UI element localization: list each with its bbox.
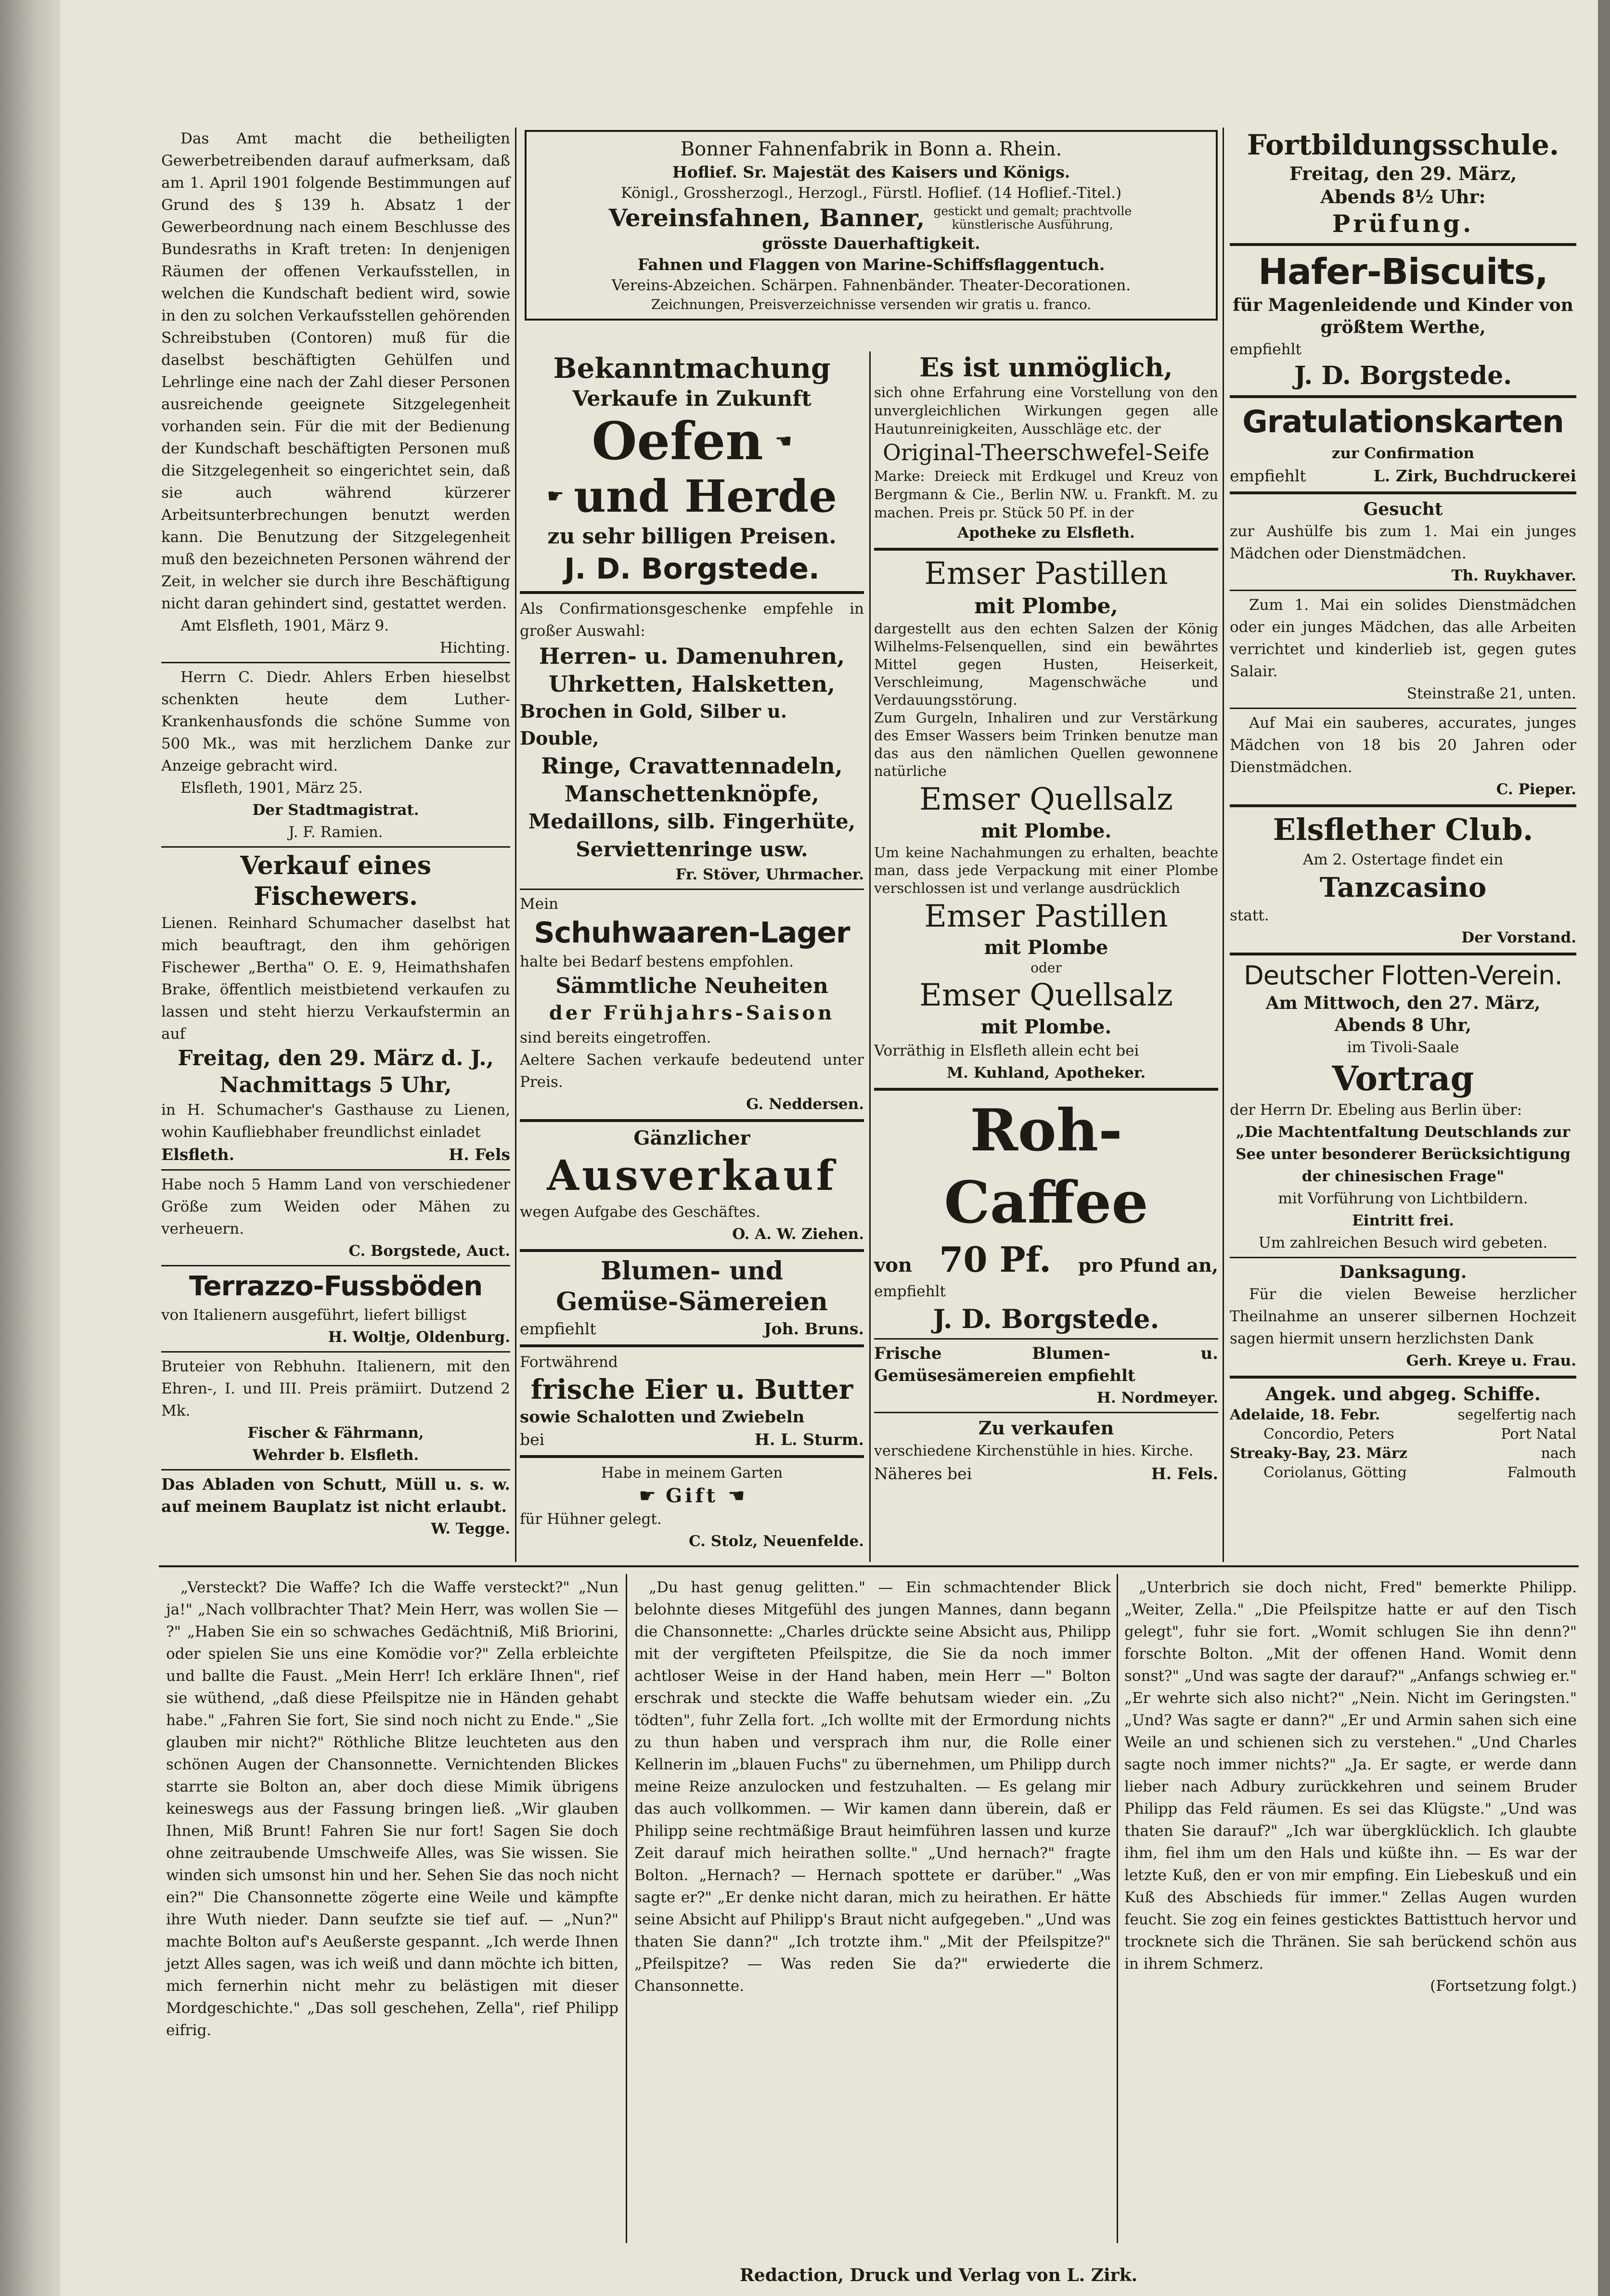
nordmeyer-text: Frische Blumen- u. Gemüsesämereien empfiehlt — [874, 1344, 1218, 1385]
blumen-signature — [520, 1317, 864, 1341]
flotten-date: Am Mittwoch, den 27. März, — [1265, 993, 1541, 1013]
eier-signature — [520, 1428, 864, 1451]
stoever-item-6: Medaillons, silb. Fingerhüte, — [528, 810, 856, 833]
schiffe-table — [1230, 1406, 1576, 1483]
page-binding — [0, 0, 60, 2296]
eier-bei: bei — [520, 1430, 545, 1449]
stoever-item-4: Ringe, Cravattennadeln, — [541, 753, 843, 779]
divider — [520, 591, 864, 594]
amt-signature: Hichting. — [439, 639, 510, 657]
emser-sub-3: mit Plombe — [984, 936, 1108, 959]
flotten-topic: „Die Machtentfaltung Deutschlands zur See unter besonderer Berücksichtigung der chinesischen Frage" — [1236, 1123, 1571, 1185]
schiffe-row — [1230, 1463, 1576, 1483]
eier-sig-name: H. L. Sturm. — [754, 1430, 864, 1449]
oefen-signature: J. D. Borgstede. — [564, 552, 820, 586]
fischewer-date: Freitag, den 29. März d. J., — [178, 1046, 494, 1071]
gratulation-heading: Gratulationskarten — [1242, 404, 1564, 440]
blumen-sig-name: Joh. Bruns. — [764, 1319, 864, 1338]
page-edge — [1598, 0, 1610, 2296]
unmoeglich-heading: Es ist unmöglich, — [919, 352, 1173, 383]
divider — [520, 1119, 864, 1122]
column-rule — [869, 351, 871, 1562]
divider — [874, 1338, 1218, 1340]
divider — [520, 1344, 864, 1347]
stoever-item-1: Herren- u. Damenuhren, — [539, 643, 845, 669]
kirchenstuehle-text: verschiedene Kirchenstühle in hies. Kirche. — [874, 1443, 1194, 1459]
fischewer-sig-name: H. Fels — [449, 1145, 510, 1164]
bruteier-signature: Fischer & Fährmann, — [247, 1424, 424, 1442]
schuh-text-2: sind bereits eingetroffen. — [520, 1029, 711, 1046]
divider — [520, 1455, 864, 1458]
story-text-3: „Unterbrich sie doch nicht, Fred" bemerkte Philipp. „Weiter, Zella." „Die Pfeilspitze hatte er auf den Tisch gelegt", fuhr sie fort. „Womit schlugen Sie ihn denn?" forschte Bolton. „Mit der offenen Hand. Womit denn sonst?" „Und was sagte der darauf?" „Anfangs schwieg er." „Er wehrte sich also nicht?" „Nein. Nicht im Geringsten." „Und? Was sagte er dann?" „Er und Armin sahen sich eine Weile an und schienen sich zu verstehen." „Und Charles sagte noch immer nichts?" „Ja. Er sagte, er werde dann lieber nach Adbury zurückkehren und seinem Bruder Philipp das Feld räumen. Es sei das Klügste." „Und was thaten Sie darauf?" „Ich war übergklücklich. Ich glaubte ihm, fiel ihm um den Hals und küßte ihn. — Es war der letzte Kuß, den er von mir empfing. Ein Liebeskuß und ein Kuß des Abschieds für immer." Zellas Augen wurden feucht. Sie zog ein feines gesticktes Battisttuch hervor und trocknete sich die Thränen. Sie sah berückend schön aus in ihrem Schmerz. — [1124, 1579, 1577, 1973]
divider — [161, 846, 510, 848]
divider — [874, 548, 1218, 551]
flotten-vortrag: Vortrag — [1332, 1058, 1474, 1098]
divider — [520, 889, 864, 890]
oefen-subheading: Verkaufe in Zukunft — [572, 387, 811, 411]
section-rule — [159, 1565, 1579, 1567]
dank-text: Für die vielen Beweise herzlicher Theilnahme an unserer silbernen Hochzeit sagen hiermit unsern herzlichsten Dank — [1230, 1286, 1576, 1347]
pointing-hand-icon: ☛ — [639, 1485, 656, 1507]
pointing-hand-icon: ☛ — [547, 485, 564, 507]
fischewer-text: Lienen. Reinhard Schumacher daselbst hat mich beauftragt, den ihm gehörigen Fischewer „Bertha" O. E. 9, Heimathshafen Brake, öffentlich meistbietend verkaufen zu lassen und steht hierzu Verkaufstermin an auf — [161, 915, 510, 1043]
rohcaffee-signature: J. D. Borgstede. — [933, 1303, 1159, 1334]
gift-signature: C. Stolz, Neuenfelde. — [689, 1533, 864, 1550]
gesucht-heading: Gesucht — [1363, 499, 1443, 519]
hafer-text: für Magenleidende und Kinder von größtem Werthe, — [1233, 295, 1573, 337]
fortbildung-heading: Fortbildungsschule. — [1247, 129, 1559, 161]
schiffe-heading: Angek. und abgeg. Schiffe. — [1265, 1383, 1541, 1405]
emser-sub-1: mit Plombe, — [974, 594, 1118, 619]
schuh-line-1: Sämmtliche Neuheiten — [555, 974, 828, 998]
schiffe-cell: Port Natal — [1501, 1426, 1576, 1443]
blumen-empfiehlt: empfiehlt — [520, 1319, 596, 1338]
ahlers-signature: Der Stadtmagistrat. — [252, 801, 419, 819]
divider — [874, 1412, 1218, 1413]
fahnen-line-2: Hoflief. Sr. Majestät des Kaisers und Königs. — [672, 163, 1070, 181]
unmoeglich-text: sich ohne Erfahrung eine Vorstellung von den unvergleichlichen Wirkungen gegen alle Hautunreinigkeiten, Ausschläge etc. der — [874, 384, 1218, 437]
gratulation-empfiehlt: empfiehlt — [1230, 466, 1306, 485]
mai-signature: Steinstraße 21, unten. — [1406, 685, 1576, 702]
column-2 — [520, 351, 864, 1552]
eier-text: sowie Schalotten und Zwiebeln — [520, 1407, 805, 1427]
kirchenstuehle-sig-name: H. Fels. — [1151, 1464, 1218, 1483]
emser-heading-1: Emser Pastillen — [924, 556, 1168, 592]
terrazzo-text: von Italienern ausgeführt, liefert billigst — [161, 1306, 467, 1324]
divider — [161, 662, 510, 663]
oefen-price-line: zu sehr billigen Preisen. — [547, 524, 837, 549]
amt-notice: Das Amt macht die betheiligten Gewerbetreibenden darauf aufmerksam, daß am 1. April 1901 folgende Bestimmungen auf Grund des § 139 h. Absatz 1 der Gewerbeordnung nach einem Beschlusse des Bundesraths in Kraft treten: In denjenigen Räumen der offenen Verkaufsstellen, in welchen die Kundschaft bedient wird, sowie in den zu solchen Verkaufsstellen gehörenden Schreibstuben (Contoren) muß für die daselbst beschäftigten Gehülfen und Lehrlinge eine nach der Zahl dieser Personen ausreichende geeignete Sitzgelegenheit vorhanden sein. Für die mit der Bedienung der Kundschaft beschäftigten Personen muß die Sitzgelegenheit so eingerichtet sein, daß sie auch während kürzerer Arbeitsunterbrechungen benutzt werden kann. Die Benutzung der Sitzgelegenheit muß den bezeichneten Personen während der Zeit, in welcher sie durch ihre Beschäftigung nicht daran gehindert sind, gestattet werden. — [161, 130, 510, 612]
flotten-text: der Herrn Dr. Ebeling aus Berlin über: — [1230, 1101, 1522, 1119]
oefen-heading: Bekanntmachung — [553, 352, 831, 385]
amt-place: Amt Elsfleth, 1901, März 9. — [180, 617, 389, 634]
column-rule — [626, 1574, 627, 2243]
divider — [1230, 804, 1576, 807]
story-text-1: „Versteckt? Die Waffe? Ich die Waffe versteckt?" „Nun ja!" „Nach vollbrachter That? Mein Herr, was wollen Sie — ?" „Haben Sie ein so schwaches Gedächtniß, Miß Briorini, oder spielen Sie uns eine Komödie vor?" Zella erbleichte und ballte die Faust. „Mein Herr! Ich erkläre Ihnen", rief sie wüthend, „daß diese Pfeilspitze nie in Händen gehabt habe." „Fahren Sie fort, Sie sind noch nicht zu Ende." „Sie glauben mir nicht?" Röthliche Blitze leuchteten aus den schönen Augen der Chansonnette. Vernichtenden Blickes starrte sie Bolton an, aber doch diese Mimik übrigens keineswegs aus der Fassung bringen ließ. „Wir glauben Ihnen, Miß Brunt! Fahren Sie nur fort! Sagen Sie doch ohne zeitraubende Umschweife Alles, was Sie wissen. Sie winden sich umsonst hin und her. Sehen Sie das noch nicht ein?" Die Chansonnette zögerte eine Weile und kämpfte ihre Wuth nieder. Dann seufzte sie tief auf. — „Nun?" machte Bolton auf's Aeußerste gespannt. „Ich werde Ihnen jetzt Alles sagen, was ich weiß und dann möchte ich bitten, mich fernerhin nicht mehr zu belästigen mit dieser Mordgeschichte." „Das soll geschehen, Zella", rief Philipp eifrig. — [166, 1579, 618, 2039]
nordmeyer-signature: H. Nordmeyer. — [1096, 1389, 1218, 1406]
gift-line — [520, 1484, 864, 1508]
emser-signature: M. Kuhland, Apotheker. — [946, 1064, 1146, 1082]
flotten-eintritt: Eintritt frei. — [1352, 1212, 1454, 1229]
theerschwefel-heading: Original-Theerschwefel-Seife — [883, 439, 1210, 465]
column-3 — [874, 351, 1218, 1485]
pieper-text: Auf Mai ein sauberes, accurates, junges Mädchen von 18 bis 20 Jahren oder Dienstmädchen. — [1230, 714, 1576, 776]
schiffe-row — [1230, 1444, 1576, 1463]
schiffe-cell: nach — [1541, 1445, 1576, 1462]
fischewer-signature — [161, 1143, 510, 1166]
emser-heading-2: Emser Quellsalz — [919, 782, 1173, 817]
divider — [161, 1469, 510, 1470]
emser-text-2: Zum Gurgeln, Inhaliren und zur Verstärkung des Emser Wassers beim Trinken benutze man das aus den nämlichen Quellen gewonnene natürliche — [874, 709, 1218, 779]
rohcaffee-per-pound: pro Pfund an, — [1078, 1254, 1218, 1276]
flotten-place: im Tivoli-Saale — [1347, 1039, 1459, 1056]
stoever-signature: Fr. Stöver, Uhrmacher. — [675, 866, 864, 883]
story-column-3 — [1124, 1576, 1577, 1997]
rohcaffee-von: von — [874, 1254, 913, 1277]
fischewer-time: Nachmittags 5 Uhr, — [219, 1073, 452, 1097]
fahnen-line-6: Fahnen und Flaggen von Marine-Schiffsflaggentuch. — [637, 255, 1105, 274]
fahnen-gestickt: gestickt und gemalt; prachtvolle künstlerische Ausführung, — [933, 204, 1132, 232]
unmoeglich-text-2: Marke: Dreieck mit Erdkugel und Kreuz von Bergmann & Cie., Berlin NW. u. Frankft. M. zu machen. Preis pr. Stück 50 Pf. in der — [874, 468, 1218, 521]
eier-pre: Fortwährend — [520, 1354, 618, 1371]
fischewer-sig-place: Elsfleth. — [161, 1145, 234, 1164]
kirchenstuehle-heading: Zu verkaufen — [978, 1417, 1114, 1439]
flotten-text-2: mit Vorführung von Lichtbildern. — [1278, 1190, 1528, 1207]
divider — [1230, 395, 1576, 398]
gift-pre: Habe in meinem Garten — [601, 1464, 783, 1482]
fahnen-ad — [525, 130, 1218, 321]
imprint-footer: Redaction, Druck und Verlag von L. Zirk. — [739, 2265, 1138, 2285]
club-text: Am 2. Ostertage findet ein — [1302, 851, 1504, 868]
gift-text: für Hühner gelegt. — [520, 1510, 662, 1528]
ausverkauf-signature: O. A. W. Ziehen. — [732, 1225, 864, 1243]
ausverkauf-pre: Gänzlicher — [633, 1127, 750, 1149]
stoever-item-7: Serviettenringe usw. — [576, 838, 808, 861]
club-statt: statt. — [1230, 907, 1269, 924]
story-column-1 — [166, 1576, 618, 2041]
rohcaffee-empfiehlt: empfiehlt — [874, 1283, 946, 1300]
divider — [520, 1249, 864, 1252]
emser-sub-2: mit Plombe. — [980, 820, 1112, 842]
divider — [161, 1351, 510, 1353]
herde-big: und Herde — [573, 470, 837, 522]
stoever-item-3: Brochen in Gold, Silber u. Double, — [520, 700, 787, 749]
schiffe-cell: Coriolanus, Götting — [1263, 1464, 1407, 1481]
emser-heading-3: Emser Pastillen — [924, 899, 1168, 934]
eier-heading: frische Eier u. Butter — [530, 1374, 853, 1406]
ahlers-signature-name: J. F. Ramien. — [288, 824, 383, 841]
schuh-text: halte bei Bedarf bestens empfohlen. — [520, 953, 794, 970]
flotten-time: Abends 8 Uhr, — [1334, 1015, 1472, 1035]
fahnen-vereinsfahnen: Vereinsfahnen, Banner, — [608, 204, 925, 232]
divider — [161, 1265, 510, 1266]
gesucht-signature: Th. Ruykhaver. — [1451, 567, 1576, 584]
fahnen-line-3: Königl., Grossherzogl., Herzogl., Fürstl. Hoflief. (14 Hoflief.-Titel.) — [620, 184, 1122, 202]
emser-text-3: Um keine Nachahmungen zu erhalten, beachte man, dass jede Verpackung mit einer Plombe verschlossen ist und verlange ausdrücklich — [874, 844, 1218, 896]
schutt-signature: W. Tegge. — [431, 1520, 510, 1537]
hamm-land-text: Habe noch 5 Hamm Land von verschiedener Größe zum Weiden oder Mähen zu verheuern. — [161, 1176, 510, 1238]
terrazzo-heading: Terrazzo-Fussböden — [189, 1271, 483, 1302]
fahnen-box — [525, 130, 1218, 321]
divider — [1230, 1257, 1576, 1258]
emser-text-4: Vorräthig in Elsfleth allein echt bei — [874, 1042, 1139, 1059]
gesucht-text: zur Aushülfe bis zum 1. Mai ein junges Mädchen oder Dienstmädchen. — [1230, 523, 1576, 562]
gratulation-sig-name: L. Zirk, Buchdruckerei — [1373, 466, 1576, 485]
bruteier-text: Bruteier von Rebhuhn. Italienern, mit den Ehren-, I. und III. Preis prämiirt. Dutzend 2 Mk. — [161, 1358, 510, 1419]
flotten-end: Um zahlreichen Besuch wird gebeten. — [1258, 1234, 1548, 1251]
mai-text: Zum 1. Mai ein solides Dienstmädchen oder ein junges Mädchen, das alle Arbeiten verrichtet und kinderlieb ist, gegen gutes Salair. — [1230, 596, 1576, 680]
story-column-2 — [634, 1576, 1111, 1997]
fahnen-line-7: Vereins-Abzeichen. Schärpen. Fahnenbänder. Theater-Decorationen. — [611, 277, 1131, 294]
fortbildung-pruefung: Prüfung. — [1332, 209, 1474, 238]
fahnen-line-8: Zeichnungen, Preisverzeichnisse versenden wir gratis u. franco. — [651, 297, 1092, 312]
dank-heading: Danksagung. — [1339, 1262, 1467, 1282]
gratulation-sub: zur Confirmation — [1331, 445, 1475, 462]
hafer-heading: Hafer-Biscuits, — [1258, 251, 1548, 293]
fortbildung-date: Freitag, den 29. März, — [1289, 163, 1517, 184]
fortbildung-time: Abends 8½ Uhr: — [1320, 186, 1486, 207]
divider — [1230, 243, 1576, 246]
pointing-hand-icon: ☚ — [774, 430, 792, 452]
stoever-item-5: Manschettenknöpfe, — [564, 781, 820, 807]
herde-line — [520, 470, 864, 523]
oefen-big: Oefen — [592, 411, 763, 472]
stoever-item-2: Uhrketten, Halsketten, — [548, 671, 836, 697]
unmoeglich-signature: Apotheke zu Elsfleth. — [957, 524, 1135, 542]
schuh-signature: G. Neddersen. — [746, 1096, 864, 1113]
dank-signature: Gerh. Kreye u. Frau. — [1406, 1352, 1576, 1369]
terrazzo-signature: H. Woltje, Oldenburg. — [328, 1329, 510, 1346]
ausverkauf-heading: Ausverkauf — [547, 1151, 837, 1200]
schuh-pre: Mein — [520, 895, 558, 913]
divider — [1230, 708, 1576, 709]
blumen-heading-1: Blumen- und — [600, 1256, 784, 1286]
hamm-land-signature: C. Borgstede, Auct. — [348, 1242, 510, 1260]
gratulation-signature — [1230, 464, 1576, 488]
story-text-2: „Du hast genug gelitten." — Ein schmachtender Blick belohnte dieses Mitgefühl des jungen Mannes, dann begann die Chansonnette: „Charles drückte seine Absicht aus, Philipp mit der vergifteten Pfeilspitze, die Sie da noch immer achtloser Weise in der Hand haben, mein Herr —" Bolton erschrak und steckte die Waffe behutsam wieder ein. „Zu tödten", fuhr Zella fort. „Ich wollte mit der Ermordung nichts zu thun haben und versprach ihm nur, die Rolle einer Kellnerin im „blauen Fuchs" zu übernehmen, um Philipp durch meine Reize anzulocken und festzuhalten. — Es gelang mir das auch vollkommen. — Wir kamen dann überein, daß er Philipp seine rechtmäßige Braut heimführen lassen und kurze Zeit darauf mich heirathen sollte." „Und hernach?" fragte Bolton. „Hernach? — Hernach spottete er darüber." „Was sagte er?" „Er denke nicht daran, mich zu heirathen. Er hätte seine Absicht auf Philipp's Braut nicht aufgegeben." „Und was thaten Sie dann?" „Ich trotzte ihm." „Mit der Pfeilspitze?" „Pfeilspitze? — Was reden Sie da?" erwiederte die Chansonnette. — [634, 1579, 1111, 1995]
schuh-heading: Schuhwaaren-Lager — [534, 916, 850, 950]
divider — [1230, 953, 1576, 955]
schiffe-cell: Streaky-Bay, 23. März — [1230, 1445, 1407, 1462]
fahnen-line-5: grösste Dauerhaftigkeit. — [762, 234, 980, 253]
bruteier-signature-place: Wehrder b. Elsfleth. — [252, 1446, 419, 1464]
column-1 — [161, 128, 510, 1540]
schiffe-cell: Concordio, Peters — [1263, 1426, 1394, 1443]
club-heading: Elsflether Club. — [1273, 812, 1533, 847]
column-4 — [1230, 128, 1576, 1483]
hafer-signature: J. D. Borgstede. — [1294, 361, 1512, 390]
fahnen-line-4 — [534, 203, 1208, 233]
schiffe-cell: Adelaide, 18. Febr. — [1230, 1406, 1380, 1423]
ahlers-place: Elsfleth, 1901, März 25. — [180, 779, 363, 797]
oefen-line — [520, 413, 864, 470]
schiffe-cell: Falmouth — [1507, 1464, 1576, 1481]
emser-text: dargestellt aus den echten Salzen der König Wilhelms-Felsenquellen, sind ein bewährtes Mittel gegen Husten, Heiserkeit, Verschleimung, Magenschwäche und Verdauungsstörung. — [874, 620, 1218, 708]
stoever-intro: Als Confirmationsgeschenke empfehle in großer Auswahl: — [520, 600, 864, 640]
schuh-line-2: der Frühjahrs-Saison — [549, 1002, 835, 1024]
schutt-text: Das Abladen von Schutt, Müll u. s. w. auf meinem Bauplatz ist nicht erlaubt. — [161, 1475, 510, 1516]
ausverkauf-text: wegen Aufgabe des Geschäftes. — [520, 1203, 760, 1221]
story-continuation: (Fortsetzung folgt.) — [1430, 1977, 1577, 1995]
ahlers-notice: Herrn C. Diedr. Ahlers Erben hieselbst schenkten heute dem Luther-Krankenhausfonds die schöne Summe von 500 Mk., was mit herzlichem Danke zur Anzeige gebracht wird. — [161, 669, 510, 774]
blumen-heading-2: Gemüse-Sämereien — [556, 1287, 828, 1316]
divider — [874, 1088, 1218, 1091]
schiffe-cell: segelfertig nach — [1457, 1406, 1576, 1423]
fischewer-text-2: in H. Schumacher's Gasthause zu Lienen, wohin Kaufliebhaber freundlichst einladet — [161, 1101, 510, 1141]
rohcaffee-price: 70 Pf. — [939, 1239, 1052, 1280]
rohcaffee-heading: Roh-Caffee — [944, 1096, 1148, 1237]
divider — [1230, 491, 1576, 494]
kirchenstuehle-signature — [874, 1462, 1218, 1485]
column-rule — [1223, 128, 1224, 1562]
schiffe-row — [1230, 1425, 1576, 1444]
hafer-empfiehlt: empfiehlt — [1230, 341, 1301, 358]
emser-sub-4: mit Plombe. — [980, 1016, 1112, 1038]
column-rule — [1117, 1574, 1118, 2243]
club-signature: Der Vorstand. — [1461, 929, 1576, 946]
emser-heading-4: Emser Quellsalz — [919, 978, 1173, 1013]
kirchenstuehle-naeheres: Näheres bei — [874, 1464, 972, 1483]
club-tanzcasino: Tanzcasino — [1319, 872, 1487, 903]
pieper-signature: C. Pieper. — [1496, 781, 1576, 798]
fischewer-heading: Verkauf eines Fischewers. — [240, 851, 432, 911]
column-rule — [515, 128, 516, 1562]
pointing-hand-icon: ☚ — [728, 1485, 745, 1507]
schuh-text-3: Aeltere Sachen verkaufe bedeutend unter Preis. — [520, 1051, 864, 1091]
flotten-heading: Deutscher Flotten-Verein. — [1244, 960, 1562, 991]
divider — [1230, 590, 1576, 591]
schiffe-row — [1230, 1406, 1576, 1425]
gift-word: Gift — [665, 1484, 719, 1507]
divider — [1230, 1376, 1576, 1379]
emser-oder: oder — [1030, 960, 1062, 976]
rohcaffee-price-line — [874, 1239, 1218, 1280]
divider — [161, 1169, 510, 1171]
fahnen-line-1: Bonner Fahnenfabrik in Bonn a. Rhein. — [680, 138, 1062, 160]
